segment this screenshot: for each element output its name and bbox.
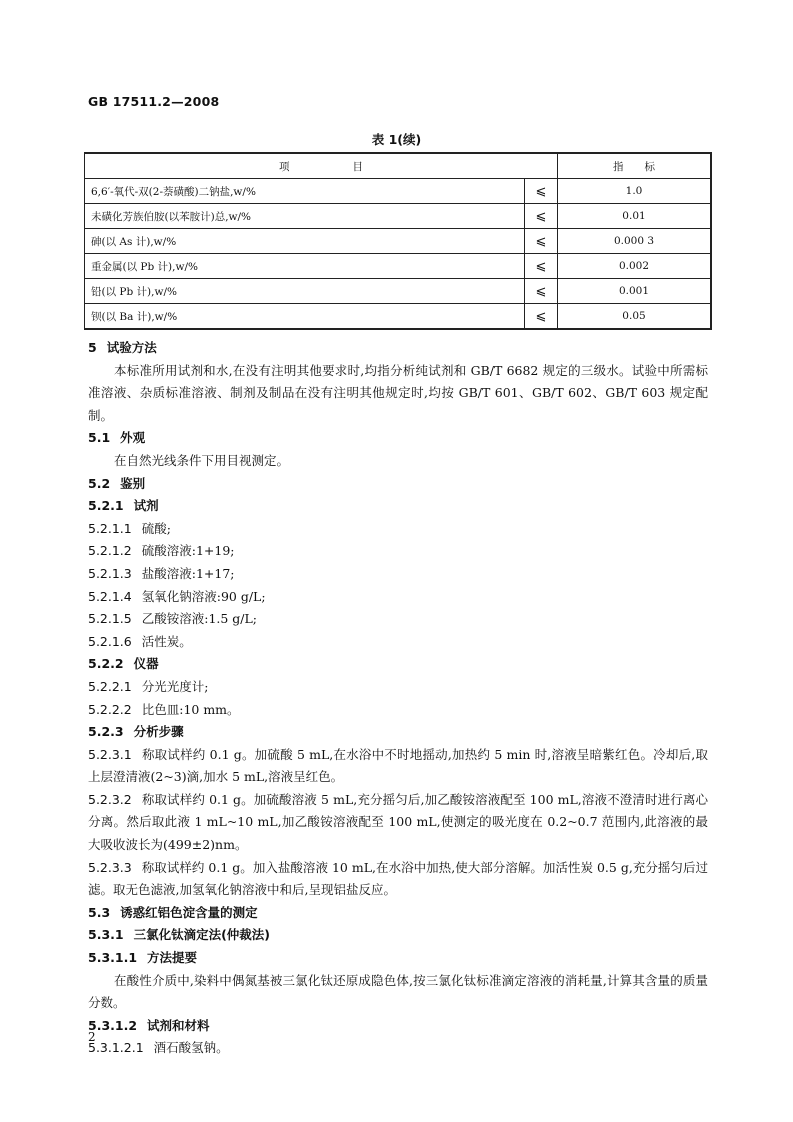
paragraph: 在酸性介质中,染料中偶氮基被三氯化钛还原成隐色体,按三氯化钛标准滴定溶液的消耗量,计算其含量的质量分数。 bbox=[88, 972, 708, 1011]
section-number: 5 bbox=[88, 340, 97, 355]
header-value: 指 标 bbox=[558, 153, 712, 179]
row-item: 铅(以 Pb 计),w/% bbox=[85, 279, 525, 304]
list-item bbox=[88, 699, 708, 722]
table-caption: 表 1(续) bbox=[371, 132, 422, 147]
table-row bbox=[85, 229, 712, 254]
list-item bbox=[88, 563, 708, 586]
section-number: 5.2.1 bbox=[88, 498, 124, 514]
list-item bbox=[88, 744, 708, 789]
section-heading bbox=[88, 947, 708, 970]
row-item: 钡(以 Ba 计),w/% bbox=[85, 304, 525, 330]
list-item bbox=[88, 676, 708, 699]
row-operator: ⩽ bbox=[525, 304, 558, 330]
row-value: 1.0 bbox=[558, 179, 712, 204]
item-number: 5.2.1.6 bbox=[88, 633, 132, 649]
list-item bbox=[88, 540, 708, 563]
section-number: 5.3.1.2 bbox=[88, 1017, 138, 1033]
paragraph: 本标准所用试剂和水,在没有注明其他要求时,均指分析纯试剂和 GB/T 6682 规定的三级水。试验中所需标准溶液、杂质标准溶液、制剂及制品在没有注明其他规定时,均按 GB/T 601、GB/T 602、GB/T 603 规定配制。 bbox=[88, 362, 708, 423]
list-item bbox=[88, 586, 708, 609]
list-item bbox=[88, 518, 708, 541]
row-operator: ⩽ bbox=[525, 179, 558, 204]
row-value: 0.01 bbox=[558, 204, 712, 229]
section-number: 5.3.1 bbox=[88, 927, 124, 943]
item-number: 5.2.3.2 bbox=[88, 791, 132, 807]
specification-table bbox=[84, 152, 712, 330]
item-text: 硫酸溶液:1+19; bbox=[141, 543, 235, 559]
section-heading bbox=[88, 473, 708, 496]
section-heading bbox=[88, 902, 708, 925]
section-heading bbox=[88, 337, 708, 360]
section-number: 5.1 bbox=[88, 430, 111, 446]
item-number: 5.2.1.4 bbox=[88, 588, 132, 604]
section-title: 鉴别 bbox=[120, 475, 146, 491]
section-heading bbox=[88, 1015, 708, 1038]
row-operator: ⩽ bbox=[525, 229, 558, 254]
row-item: 6,6′-氧代-双(2-萘磺酸)二钠盐,w/% bbox=[85, 179, 525, 204]
item-text: 酒石酸氢钠。 bbox=[153, 1040, 229, 1056]
row-value: 0.001 bbox=[558, 279, 712, 304]
section-number: 5.2 bbox=[88, 475, 111, 491]
row-operator: ⩽ bbox=[525, 254, 558, 279]
section-number: 5.3 bbox=[88, 904, 111, 920]
list-item bbox=[88, 608, 708, 631]
item-number: 5.2.2.2 bbox=[88, 701, 132, 717]
section-title: 试验方法 bbox=[106, 340, 157, 355]
table-row bbox=[85, 204, 712, 229]
section-title: 试剂 bbox=[133, 498, 159, 514]
item-number: 5.3.1.2.1 bbox=[88, 1040, 144, 1056]
item-number: 5.2.1.3 bbox=[88, 565, 132, 581]
section-title: 外观 bbox=[120, 430, 146, 446]
item-text: 称取试样约 0.1 g。加入盐酸溶液 10 mL,在水浴中加热,使大部分溶解。加活性炭 0.5 g,充分摇匀后过滤。取无色滤液,加氢氧化钠溶液中和后,呈现铝盐反应。 bbox=[88, 859, 708, 898]
item-number: 5.2.3.3 bbox=[88, 859, 132, 875]
row-operator: ⩽ bbox=[525, 279, 558, 304]
row-value: 0.000 3 bbox=[558, 229, 712, 254]
table-row bbox=[85, 279, 712, 304]
table-row bbox=[85, 254, 712, 279]
document-body bbox=[88, 337, 708, 1060]
page-number: 2 bbox=[88, 1030, 96, 1044]
section-title: 分析步骤 bbox=[133, 724, 184, 740]
row-item: 重金属(以 Pb 计),w/% bbox=[85, 254, 525, 279]
section-title: 诱惑红铝色淀含量的测定 bbox=[120, 904, 258, 920]
section-heading bbox=[88, 653, 708, 676]
row-item: 未磺化芳族伯胺(以苯胺计)总,w/% bbox=[85, 204, 525, 229]
paragraph: 在自然光线条件下用目视测定。 bbox=[114, 452, 290, 468]
item-text: 比色皿:10 mm。 bbox=[141, 701, 240, 717]
section-number: 5.2.2 bbox=[88, 656, 124, 672]
item-text: 称取试样约 0.1 g。加硫酸溶液 5 mL,充分摇匀后,加乙酸铵溶液配至 100 mL,溶液不澄清时进行离心分离。然后取此液 1 mL~10 mL,加乙酸铵溶液配至 100 mL,使测定的吸光度在 0.2~0.7 范围内,此溶液的最大吸收波长为(499±2)nm。 bbox=[88, 791, 708, 853]
section-heading bbox=[88, 495, 708, 518]
item-text: 氢氧化钠溶液:90 g/L; bbox=[141, 588, 266, 604]
item-text: 分光光度计; bbox=[141, 678, 209, 694]
section-title: 方法提要 bbox=[147, 950, 198, 966]
section-heading bbox=[88, 427, 708, 450]
row-operator: ⩽ bbox=[525, 204, 558, 229]
section-heading bbox=[88, 924, 708, 947]
list-item bbox=[88, 631, 708, 654]
item-text: 盐酸溶液:1+17; bbox=[141, 565, 235, 581]
item-number: 5.2.1.5 bbox=[88, 611, 132, 627]
table-row bbox=[85, 179, 712, 204]
list-item bbox=[88, 1037, 708, 1060]
table-header-row bbox=[85, 153, 712, 179]
table-row bbox=[85, 304, 712, 330]
row-value: 0.05 bbox=[558, 304, 712, 330]
list-item bbox=[88, 789, 708, 857]
section-title: 仪器 bbox=[133, 656, 159, 672]
header-item: 项 目 bbox=[85, 153, 558, 179]
item-text: 称取试样约 0.1 g。加硫酸 5 mL,在水浴中不时地摇动,加热约 5 min 时,溶液呈暗紫红色。冷却后,取上层澄清液(2~3)滴,加水 5 mL,溶液呈红色。 bbox=[88, 746, 708, 785]
item-number: 5.2.3.1 bbox=[88, 746, 132, 762]
section-heading bbox=[88, 721, 708, 744]
item-text: 乙酸铵溶液:1.5 g/L; bbox=[141, 611, 258, 627]
item-number: 5.2.1.1 bbox=[88, 520, 132, 536]
section-title: 试剂和材料 bbox=[147, 1017, 210, 1033]
section-number: 5.2.3 bbox=[88, 724, 124, 740]
item-number: 5.2.2.1 bbox=[88, 678, 132, 694]
row-value: 0.002 bbox=[558, 254, 712, 279]
section-title: 三氯化钛滴定法(仲裁法) bbox=[133, 927, 271, 943]
list-item bbox=[88, 857, 708, 902]
section-number: 5.3.1.1 bbox=[88, 950, 138, 966]
item-text: 硫酸; bbox=[141, 520, 171, 536]
item-number: 5.2.1.2 bbox=[88, 543, 132, 559]
row-item: 砷(以 As 计),w/% bbox=[85, 229, 525, 254]
item-text: 活性炭。 bbox=[141, 633, 192, 649]
document-id: GB 17511.2—2008 bbox=[88, 94, 220, 109]
